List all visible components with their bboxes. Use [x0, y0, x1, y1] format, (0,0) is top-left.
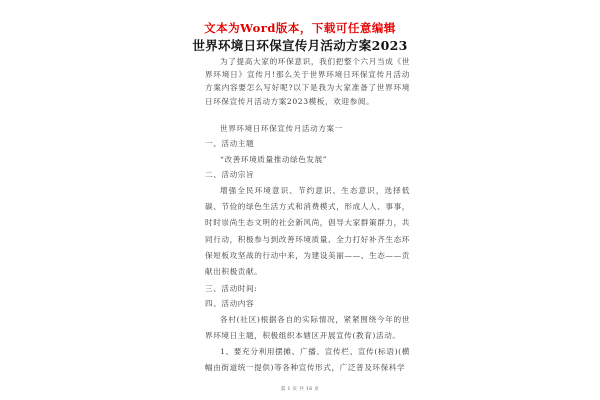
plan-title: 世界环境日环保宣传月活动方案一 [220, 123, 343, 133]
section-heading-purpose: 二、活动宗旨 [205, 170, 255, 180]
spacer [205, 108, 410, 121]
document-body [205, 55, 410, 376]
section-heading-content: 四、活动内容 [205, 299, 255, 309]
purpose-paragraph: 增强全民环境意识、节约意识、生态意识，选择低碳、节俭的绿色生活方式和消费模式，形成人人、事事，时时崇尚生态文明的社会新风尚，倡导大家群策群力，共同行动，积极参与到改善环境质量、全力打好补齐生态环保短板攻坚战的行动中来，为建设美丽——、生态——贡献出积极贡献。 [205, 185, 410, 277]
section-heading-theme: 一、活动主题 [205, 139, 255, 149]
theme-text: “改善环境质量推动绿色发展” [220, 154, 328, 164]
content-item-1: 1、要充分利用摆摊、广播、宣传栏、宣传(标语)(横幅由街道统一提供)等各种宣传形式，广泛普及环保科学 [205, 346, 410, 372]
content-paragraph: 各村(社区)根据各自的实际情况，紧紧围绕今年的世界环境日主题，积极组织本辖区开展宣传(教育)活动。 [205, 314, 410, 340]
page-number: 第 1 页 共 16 页 [280, 387, 320, 392]
intro-paragraph: 为了提高大家的环保意识，我们把整个六月当成《世界环境日》宣传月!那么关于世界环境日环保宣传月活动方案内容要怎么写好呢?以下是我为大家准备了世界环境日环保宣传月活动方案2023模板，欢迎参阅。 [205, 57, 410, 106]
download-banner[interactable]: 文本为Word版本，下载可任意编辑 [204, 21, 396, 35]
section-heading-time: 三、活动时间: [205, 283, 258, 293]
document-title: 世界环境日环保宣传月活动方案2023 [192, 38, 408, 53]
